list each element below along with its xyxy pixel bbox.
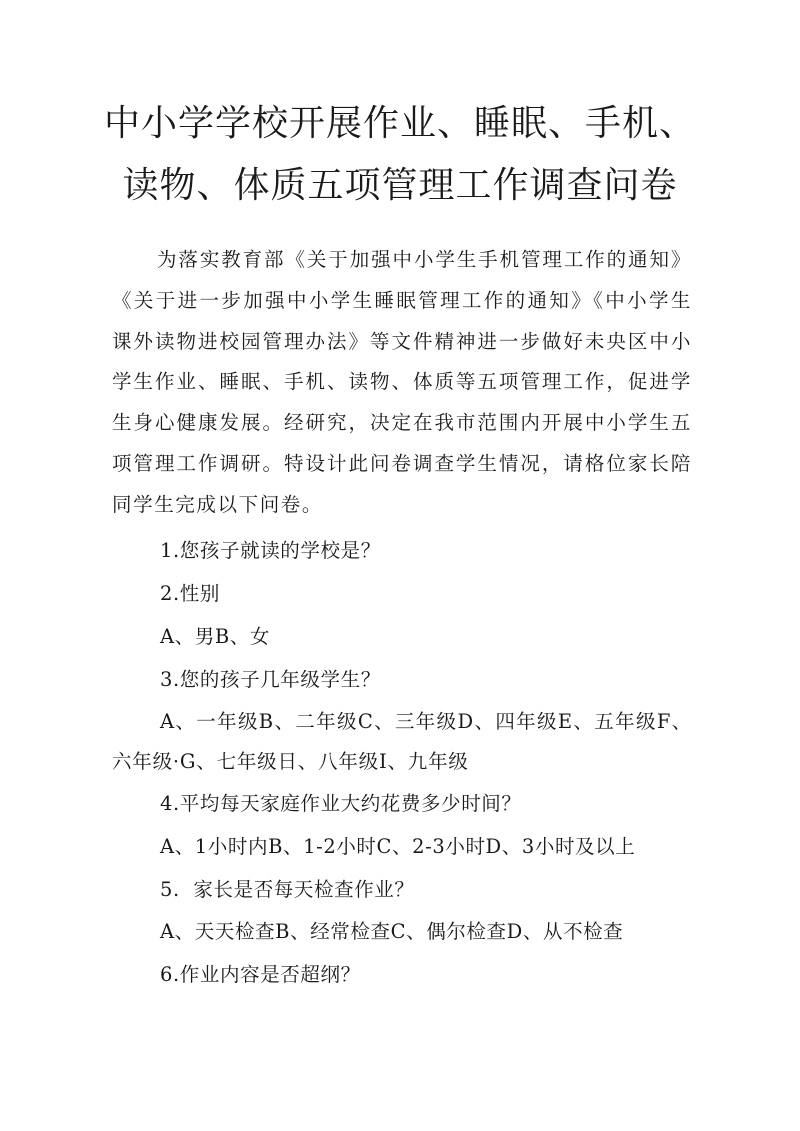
question-3-options: A、一年级B、二年级C、三年级D、四年级E、五年级F、六年级·G、七年级日、八年级I、九年级 xyxy=(112,710,692,773)
question-3: 3.您的孩子几年级学生？ xyxy=(160,668,381,691)
question-6: 6.作业内容是否超纲？ xyxy=(160,963,361,986)
question-2: 2.性别 xyxy=(160,582,221,605)
document-title-line-1: 中小学学校开展作业、睡眠、手机、 xyxy=(103,103,696,144)
question-2-options: A、男B、女 xyxy=(160,625,271,648)
question-4: 4.平均每天家庭作业大约花费多少时间？ xyxy=(160,792,522,815)
question-5-options: A、天天检查B、经常检查C、偶尔检查D、从不检查 xyxy=(160,920,624,943)
intro-paragraph: 为落实教育部《关于加强中小学生手机管理工作的通知》《关于进一步加强中小学生睡眠管理工作的通知》《中小学生课外读物进校园管理办法》等文件精神进一步做好未央区中小学生作业、睡眠、手机、读物、体质等五项管理工作，促进学生身心健康发展。经研究，决定在我市范围内开展中小学生五项管理工作调研。特设计此问卷调查学生情况，请格位家长陪同学生完成以下问卷。 xyxy=(112,248,692,516)
question-1: 1.您孩子就读的学校是？ xyxy=(160,539,381,562)
document-title-line-2: 读物、体质五项管理工作调查问卷 xyxy=(122,165,678,206)
question-5: 5. 家长是否每天检查作业？ xyxy=(160,878,415,901)
question-4-options: A、1小时内B、1-2小时C、2-3小时D、3小时及以上 xyxy=(160,835,636,858)
